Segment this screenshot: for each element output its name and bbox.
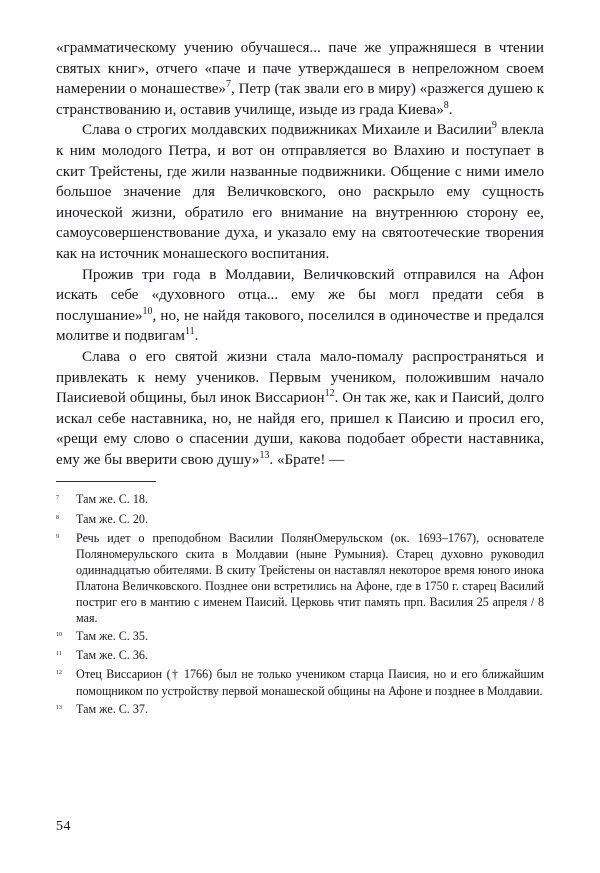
paragraph: Слава о строгих молдавских подвижниках Михаиле и Василии$^9$ влекла к ним молодого Петра, и вот он отправляется во Влахию и поступает в скит Трейстены, где жили названные подвижники. Общение с ними имело большое значение для Величковского, оно раскрыло ему сущность иноческой жизни, обратило его внимание на внутреннюю сторону ее, самоусовершенствование духа, и указало ему на святоотеческие творения как на источник монашеского воспитания. [56,120,545,262]
footnotes-block [56,491,544,717]
footnote-item [56,530,544,627]
footnote-marker: 8 [56,514,59,521]
footnote-text: Отец Виссарион († 1766) был не только учеником старца Паисия, но и его ближайшим помощником по устройству первой монашеской общины на Афоне и позднее в Молдавии. [76,667,544,698]
footnote-marker: 11 [56,651,62,658]
footnote-marker: 7 [56,495,59,502]
footnote-item [56,491,544,508]
footnote-marker: 10 [56,632,62,639]
footnote-text: Там же. С. 18. [76,492,148,507]
footnote-reference[interactable]: 7 [225,79,231,91]
footnote-item [56,628,544,645]
footnote-text: Там же. С. 20. [76,511,148,526]
footnote-item [56,701,544,718]
footnote-item [56,666,544,698]
footnote-reference[interactable]: 12 [324,388,335,400]
footnote-item [56,647,544,664]
footnote-text: Там же. С. 36. [76,648,148,663]
footnote-item [56,511,544,528]
footnote-text: Там же. С. 37. [76,701,148,716]
footnote-reference[interactable]: 9 [491,120,497,132]
footnote-reference[interactable]: 8 [443,99,449,111]
footnote-separator [56,481,156,482]
footnote-marker: 13 [56,704,62,711]
paragraph: Слава о его святой жизни стала мало-помалу распространяться и привлекать к нему учеников. Первым учеником, положившим начало Паисиевой общины, был инок Виссарион$^{12}$. Он так же, как и Паисий, долго искал себе наставника, но, не найдя его, пришел к Паисию и просил его, «рещи ему слово о спасении души, какова подобает обрести наставника, ему же бы вверити свою душу»$^{13}$. «Брате! — [56,348,544,468]
footnote-text: Там же. С. 35. [76,629,148,644]
main-text-block [56,38,544,470]
footnote-reference[interactable]: 11 [184,326,195,338]
footnote-marker: 9 [56,533,59,540]
footnote-marker: 12 [56,670,62,677]
footnote-reference[interactable]: 10 [142,305,153,317]
paragraph: Прожив три года в Молдавии, Величковский отправился на Афон искать себе «духовного отца... ему же бы могл предати себя в послушание»$^{10}$, но, не найдя такового, поселился в одиночестве и предался молитве и подвигам$^{11}$. [56,266,544,345]
page-number: 54 [56,819,71,834]
paragraph: «грамматическому учению обучашеся... паче же упражняшеся в чтении святых книг», отчего «паче и паче утверждашеся в непреложном своем намерении о монашестве»$^7$, Петр (так звали его в миру) «разжегся душею к странствованию и, оставив училище, изыде из града Киева»$^8$. [56,40,544,118]
footnote-reference[interactable]: 13 [259,449,270,461]
footnote-text: Речь идет о преподобном Василии ПолянОмерульском (ок. 1693–1767), основателе Поляномерульского скита в Молдавии (ныне Румыния). Старец духовно руководил одиннадцатью обителями. В скиту Трейстены он наставлял некоторое время юного инока Платона Величковского. Позднее они встретились на Афоне, где в 1750 г. старец Василий постриг его в мантию с именем Паисий. Церковь чтит память прп. Василия 25 апреля / 8 мая. [76,530,544,626]
